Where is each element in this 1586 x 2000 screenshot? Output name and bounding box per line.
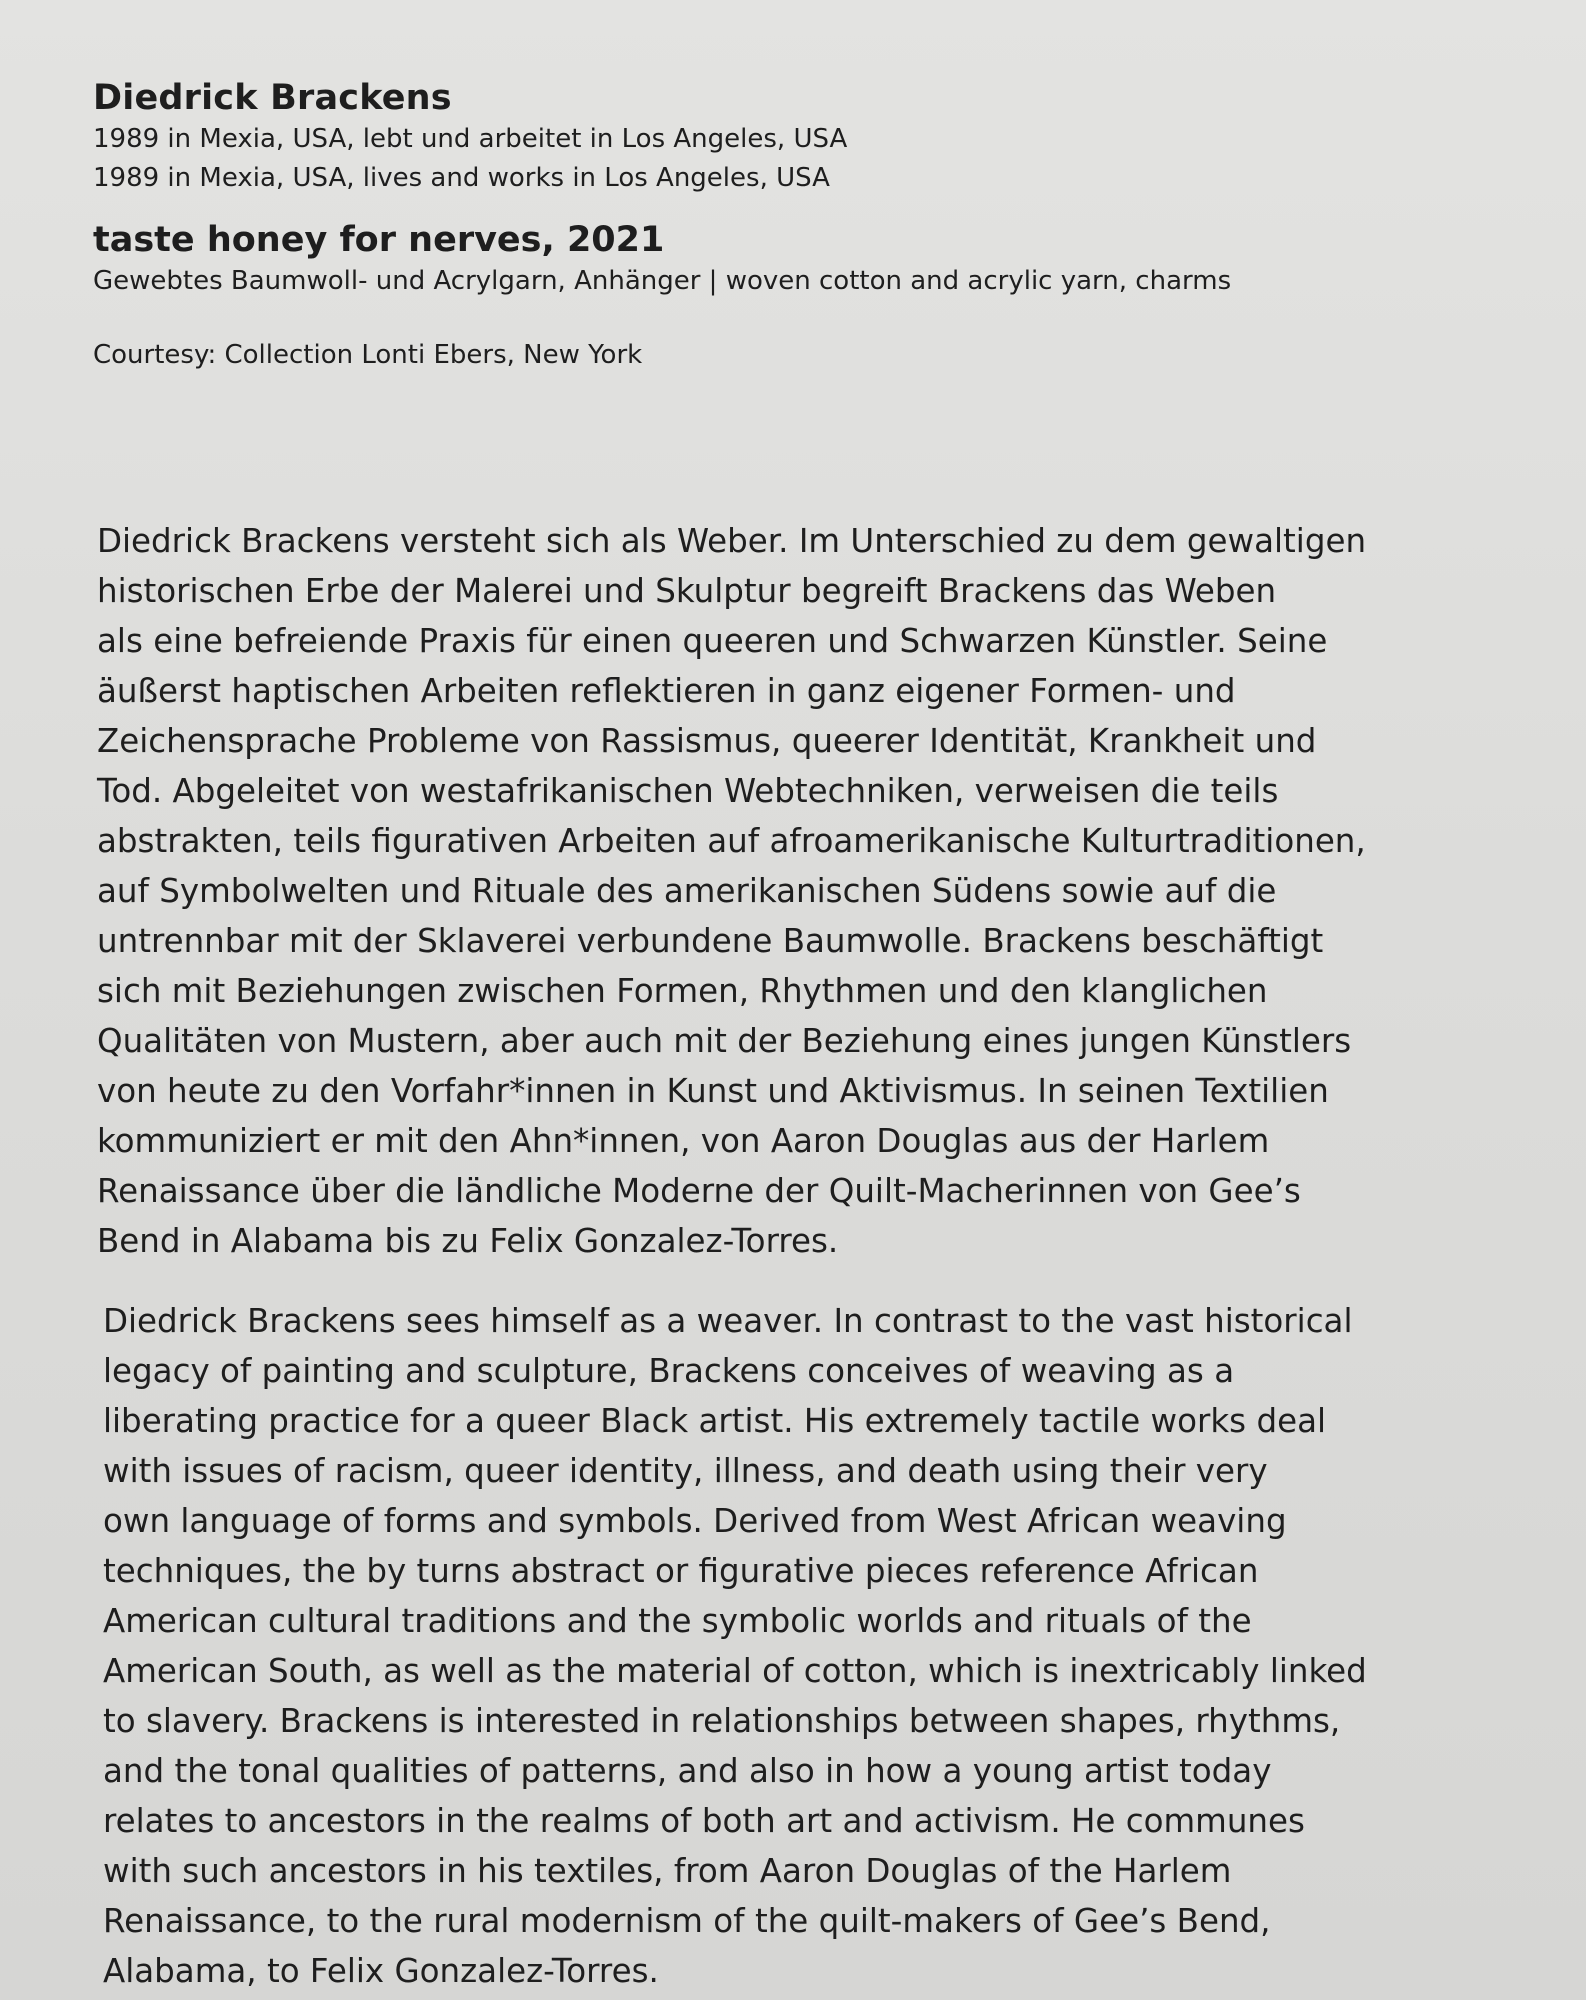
essay-line: Tod. Abgeleitet von westafrikanischen Webtechniken, verweisen die teils — [97, 772, 1279, 810]
courtesy-line: Courtesy: Collection Lonti Ebers, New York — [93, 340, 643, 370]
essay-line: liberating practice for a queer Black artist. His extremely tactile works deal — [103, 1402, 1327, 1440]
essay-line: Alabama, to Felix Gonzalez-Torres. — [103, 1952, 659, 1990]
essay-line: American South, as well as the material of cotton, which is inextricably linked — [103, 1652, 1367, 1690]
essay-line: auf Symbolwelten und Rituale des amerikanischen Südens sowie auf die — [97, 872, 1277, 910]
work-title: taste honey for nerves, 2021 — [93, 220, 665, 260]
essay-line: Qualitäten von Mustern, aber auch mit der Beziehung eines jungen Künstlers — [97, 1022, 1352, 1060]
essay-line: own language of forms and symbols. Derived from West African weaving — [103, 1502, 1287, 1540]
essay-line: with such ancestors in his textiles, from Aaron Douglas of the Harlem — [103, 1852, 1232, 1890]
artist-bio-english: 1989 in Mexia, USA, lives and works in Los Angeles, USA — [93, 163, 830, 193]
essay-line: abstrakten, teils figurativen Arbeiten auf afroamerikanische Kulturtraditionen, — [97, 822, 1366, 860]
essay-line: legacy of painting and sculpture, Brackens conceives of weaving as a — [103, 1352, 1235, 1390]
work-materials: Gewebtes Baumwoll- und Acrylgarn, Anhänger | woven cotton and acrylic yarn, charms — [93, 266, 1232, 296]
essay-german — [97, 516, 1517, 1266]
essay-english — [103, 1296, 1523, 1996]
essay-line: techniques, the by turns abstract or figurative pieces reference African — [103, 1552, 1259, 1590]
essay-line: Renaissance, to the rural modernism of the quilt-makers of Gee’s Bend, — [103, 1902, 1271, 1940]
essay-line: American cultural traditions and the symbolic worlds and rituals of the — [103, 1602, 1252, 1640]
essay-line: to slavery. Brackens is interested in relationships between shapes, rhythms, — [103, 1702, 1341, 1740]
essay-line: Diedrick Brackens sees himself as a weaver. In contrast to the vast historical — [103, 1302, 1353, 1340]
essay-line: Zeichensprache Probleme von Rassismus, queerer Identität, Krankheit und — [97, 722, 1317, 760]
essay-line: historischen Erbe der Malerei und Skulptur begreift Brackens das Weben — [97, 572, 1277, 610]
essay-line: and the tonal qualities of patterns, and also in how a young artist today — [103, 1752, 1272, 1790]
essay-line: Bend in Alabama bis zu Felix Gonzalez-Torres. — [97, 1222, 839, 1260]
essay-line: kommuniziert er mit den Ahn*innen, von Aaron Douglas aus der Harlem — [97, 1122, 1270, 1160]
essay-line: with issues of racism, queer identity, illness, and death using their very — [103, 1452, 1268, 1490]
artwork-label — [93, 76, 1533, 374]
essay-line: Diedrick Brackens versteht sich als Weber. Im Unterschied zu dem gewaltigen — [97, 522, 1367, 560]
essay-line: äußerst haptischen Arbeiten reflektieren in ganz eigener Formen- und — [97, 672, 1236, 710]
essay-line: als eine befreiende Praxis für einen queeren und Schwarzen Künstler. Seine — [97, 622, 1328, 660]
essay-line: relates to ancestors in the realms of both art and activism. He communes — [103, 1802, 1305, 1840]
essay-line: sich mit Beziehungen zwischen Formen, Rhythmen und den klanglichen — [97, 972, 1268, 1010]
artist-bio-german: 1989 in Mexia, USA, lebt und arbeitet in Los Angeles, USA — [93, 124, 848, 154]
artist-name: Diedrick Brackens — [93, 78, 452, 118]
essay-line: untrennbar mit der Sklaverei verbundene Baumwolle. Brackens beschäftigt — [97, 922, 1324, 960]
essay-line: von heute zu den Vorfahr*innen in Kunst und Aktivismus. In seinen Textilien — [97, 1072, 1329, 1110]
essay-line: Renaissance über die ländliche Moderne der Quilt-Macherinnen von Gee’s — [97, 1172, 1301, 1210]
